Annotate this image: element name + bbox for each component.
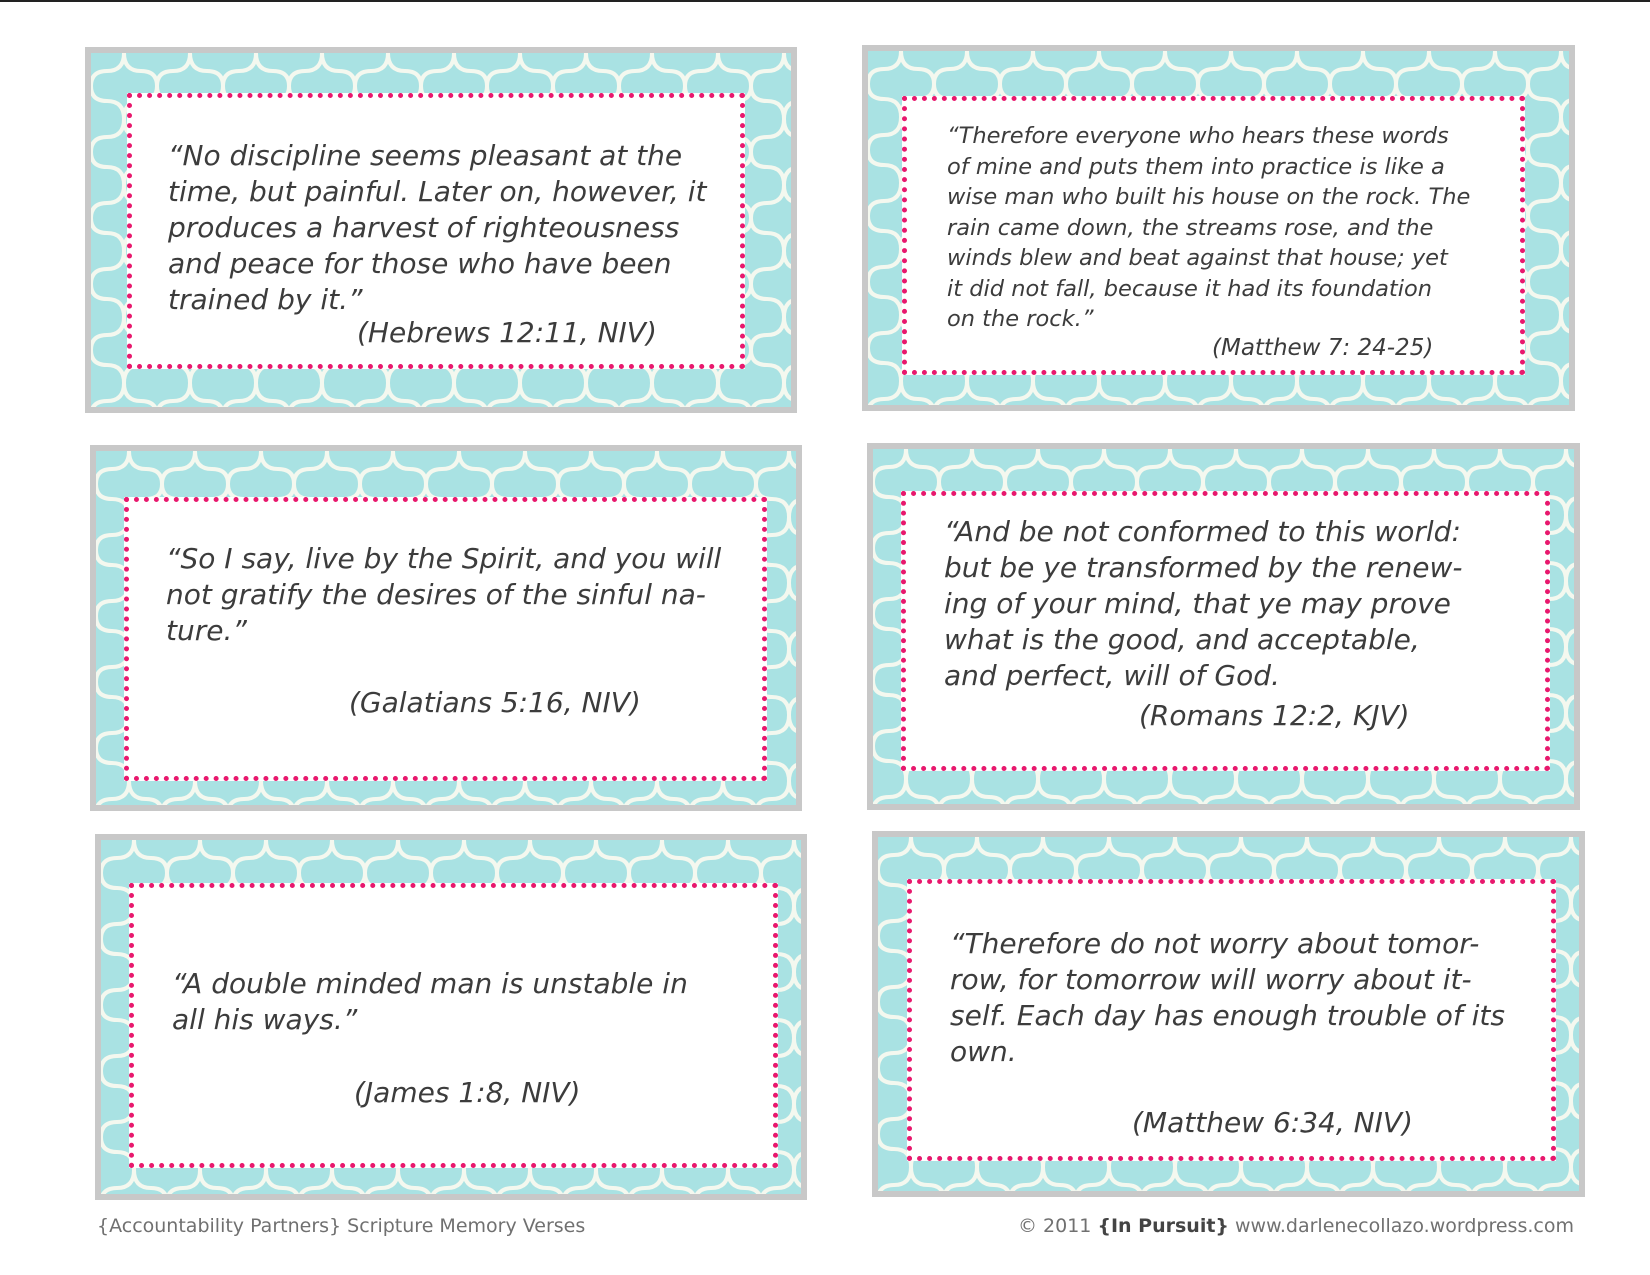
- verse-reference: (Galatians 5:16, NIV): [349, 686, 641, 719]
- verse-card-inner: [902, 96, 1525, 375]
- brand-name: {In Pursuit}: [1097, 1215, 1229, 1237]
- footer-title: {Accountability Partners} Scripture Memory Verses: [97, 1215, 586, 1237]
- verse-reference: (Hebrews 12:11, NIV): [357, 316, 657, 349]
- verse-reference: (James 1:8, NIV): [354, 1076, 581, 1109]
- verse-card-inner: [129, 883, 778, 1168]
- copyright-text: © 2011: [1018, 1215, 1098, 1237]
- verse-card: [85, 47, 797, 413]
- verse-reference: (Romans 12:2, KJV): [1139, 699, 1410, 732]
- verse-card: [862, 45, 1575, 411]
- top-rule: [0, 0, 1650, 2]
- verse-card-inner: [127, 93, 745, 369]
- website-url: www.darlenecollazo.wordpress.com: [1228, 1215, 1574, 1237]
- verse-card-inner: [901, 491, 1550, 771]
- verse-text: “No discipline seems pleasant at the time, but painful. Later on, however, it produces a harvest of righteousness and peace for those who have been trained by it.”: [168, 139, 707, 316]
- verse-text: “And be not conformed to this world: but be ye transformed by the renew- ing of your mind, that ye may prove what is the good, and acceptable, and perfect, will of God.: [944, 515, 1463, 692]
- verse-text: “So I say, live by the Spirit, and you will not gratify the desires of the sinful na- ture.”: [166, 542, 722, 647]
- verse-card: [95, 834, 807, 1200]
- verse-reference: (Matthew 7: 24-25): [1212, 335, 1434, 361]
- verse-card: [872, 831, 1585, 1197]
- footer-copyright: [1018, 1215, 1574, 1237]
- verse-card-inner: [124, 497, 767, 781]
- verse-reference: (Matthew 6:34, NIV): [1132, 1106, 1413, 1139]
- verse-text: “A double minded man is unstable in all his ways.”: [172, 967, 688, 1036]
- verse-text: “Therefore everyone who hears these words of mine and puts them into practice is like a wise man who built his house on the rock. The rain came down, the streams rose, and the winds blew and beat against that house; yet it did not fall, because it had its foundation on the rock.”: [947, 123, 1471, 332]
- verse-text: “Therefore do not worry about tomor- row, for tomorrow will worry about it- self. Each day has enough trouble of its own.: [950, 927, 1505, 1068]
- verse-card: [867, 443, 1580, 810]
- verse-card-inner: [907, 879, 1556, 1161]
- verse-card: [90, 445, 802, 811]
